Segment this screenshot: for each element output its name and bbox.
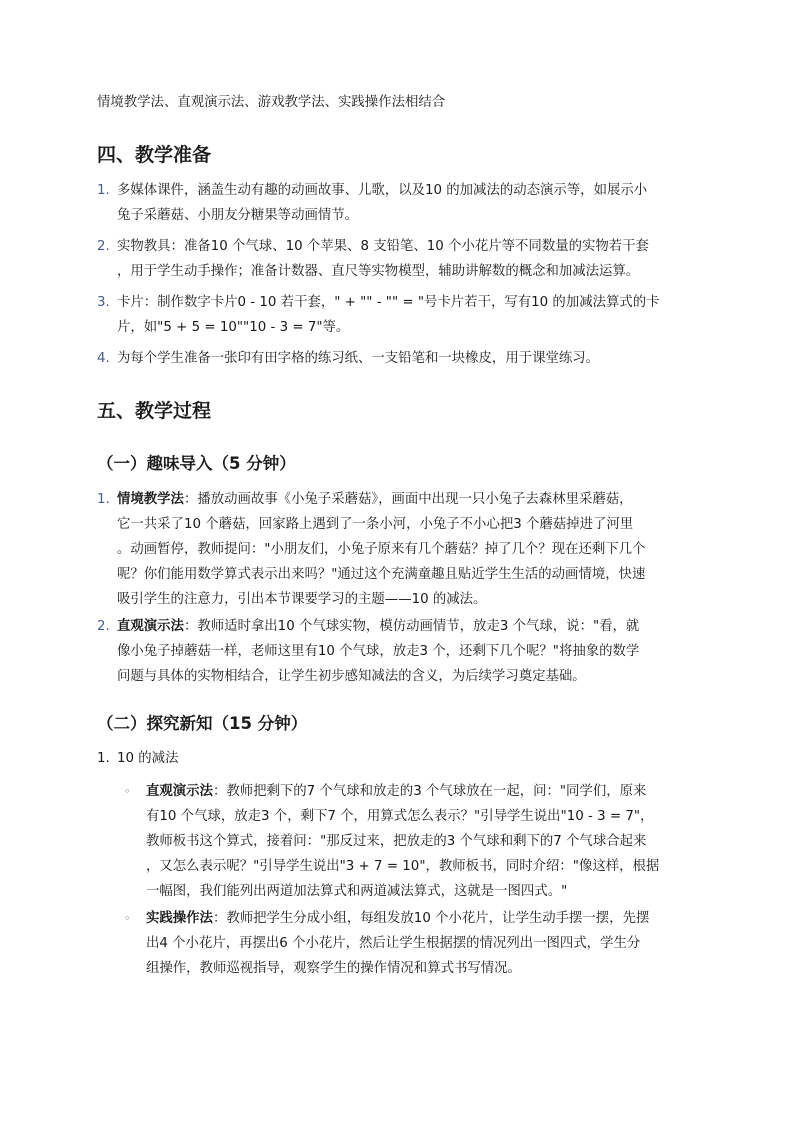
list-number: 4. <box>97 351 110 366</box>
list-item-prep-3: 卡片：制作数字卡片0 - 10 若干套，" + "" - "" = "号卡片若干，写有10 的加减法算式的卡 片，如"5 + 5 = 10""10 - 3 = 7"等。 <box>117 295 660 335</box>
teaching-methods-line: 情境教学法、直观演示法、游戏教学法、实践操作法相结合 <box>97 95 446 110</box>
bullet-icon: ◦ <box>124 785 131 798</box>
list-number: 1. <box>97 492 110 507</box>
section-heading-process: 五、教学过程 <box>97 400 212 422</box>
bullet-icon: ◦ <box>124 912 131 925</box>
list-item-intro-1: 情境教学法：播放动画故事《小兔子采蘑菇》，画面中出现一只小兔子去森林里采蘑菇， 它一共采了10 个蘑菇，回家路上遇到了一条小河，小兔子不小心把3 个蘑菇掉进了河里 。动画暂停，教师提问："小朋友们，小兔子原来有几个蘑菇？掉了几个？现在还剩下几个 呢？你们能用数学算式表示出来吗？"通过这个充满童趣且贴近学生生活的动画情境，快速 吸引学生的注意力，引出本节课要学习的主题——10 的减法。 <box>117 492 646 607</box>
method-label: 直观演示法 <box>146 784 213 799</box>
list-item-intro-2: 直观演示法：教师适时拿出10 个气球实物，模仿动画情节，放走3 个气球，说："看，就 像小兔子掉蘑菇一样，老师这里有10 个气球，放走3 个，还剩下几个呢？"将抽象的数学 问题与具体的实物相结合，让学生初步感知减法的含义，为后续学习奠定基础。 <box>117 619 640 684</box>
method-label: 直观演示法 <box>117 619 184 634</box>
list-item-prep-1: 多媒体课件，涵盖生动有趣的动画故事、儿歌，以及10 的加减法的动态演示等，如展示小 兔子采蘑菇、小朋友分糖果等动画情节。 <box>117 183 648 223</box>
list-item-prep-2: 实物教具：准备10 个气球、10 个苹果、8 支铅笔、10 个小花片等不同数量的实物若干套 ，用于学生动手操作；准备计数器、直尺等实物模型，辅助讲解数的概念和加减法运算。 <box>117 239 649 279</box>
section-heading-preparation: 四、教学准备 <box>97 144 212 166</box>
sub-list-item-demo: 直观演示法：教师把剩下的7 个气球和放走的3 个气球放在一起，问："同学们，原来 有10 个气球，放走3 个，剩下7 个，用算式怎么表示？"引导学生说出"10 - 3 = 7"， 教师板书这个算式，接着问："那反过来，把放走的3 个气球和剩下的7 个气球合起来 ，又怎么表示呢？"引导学生说出"3 + 7 = 10"，教师板书，同时介绍："像这样，根据 一幅图，我们能列出两道加法算式和两道减法算式，这就是一图四式。" <box>146 784 660 899</box>
method-label: 情境教学法 <box>117 492 184 507</box>
list-number: 2. <box>97 239 110 254</box>
subsection-heading-intro: （一）趣味导入（5 分钟） <box>97 454 296 473</box>
subsection-heading-explore: （二）探究新知（15 分钟） <box>97 714 308 733</box>
list-number: 2. <box>97 619 110 634</box>
list-number: 1. <box>97 751 110 766</box>
list-number: 3. <box>97 295 110 310</box>
sub-list-item-practice: 实践操作法：教师把学生分成小组，每组发放10 个小花片，让学生动手摆一摆，先摆 出4 个小花片，再摆出6 个小花片，然后让学生根据摆的情况列出一图四式，学生分 组操作，教师巡视指导，观察学生的操作情况和算式书写情况。 <box>146 911 650 976</box>
method-label: 实践操作法 <box>146 911 213 926</box>
list-number: 1. <box>97 183 110 198</box>
list-item-prep-4: 为每个学生准备一张印有田字格的练习纸、一支铅笔和一块橡皮，用于课堂练习。 <box>117 351 600 366</box>
topic-label: 10 的减法 <box>117 751 179 766</box>
